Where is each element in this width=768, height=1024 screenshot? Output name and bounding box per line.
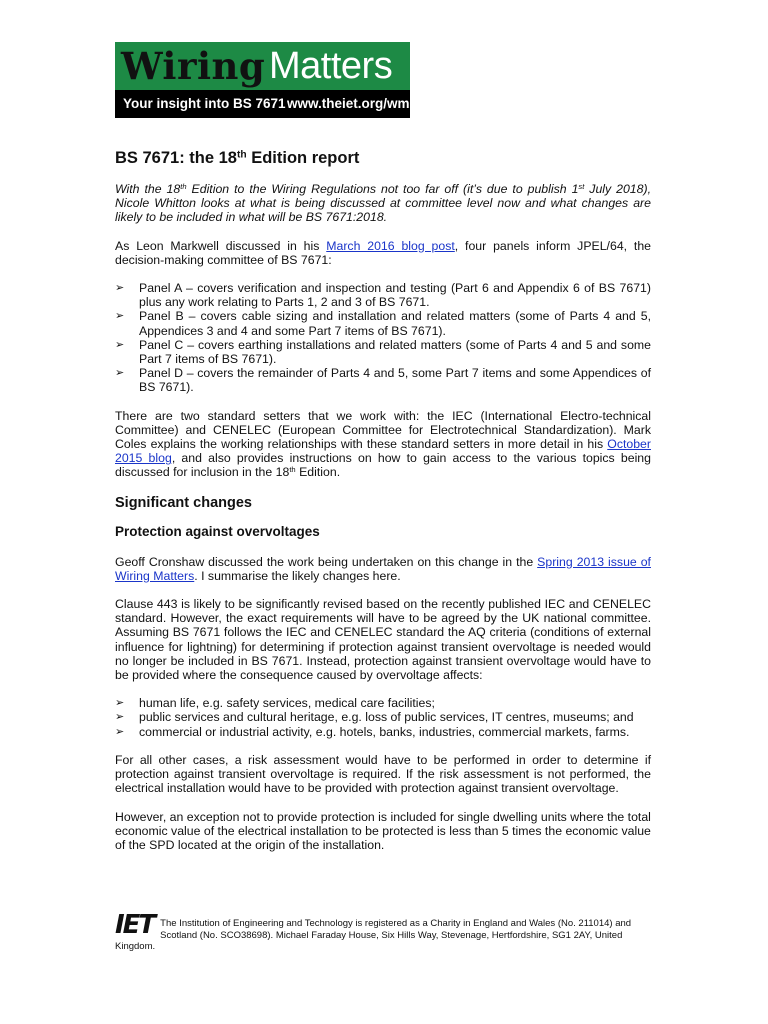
arrowhead-bullet-icon: ➢	[115, 367, 125, 380]
banner-url[interactable]: www.theiet.org/wm	[287, 96, 410, 111]
list-item: ➢ Panel B – covers cable sizing and installation and related matters (some of Parts 4 and 5, Appendices 3 and 4 and some Part 7 items of BS 7671).	[115, 309, 651, 338]
clause-443-paragraph: Clause 443 is likely to be significantly revised based on the recently published IEC and CENELEC standard. However, the exact requirements will have to be agreed by the UK national committee. Assuming BS 7671 follows the IEC and CENELEC standard the AQ criteria (conditions of external influence for lightning) for determining if protection against transient overvoltage is needed would no longer be included in BS 7671. Instead, protection against transient overvoltage would have to be provided where the consequence caused by overvoltage affects:	[115, 597, 651, 683]
footer	[115, 910, 655, 953]
brand-matters: Matters	[269, 45, 393, 87]
spring-2013-issue-link[interactable]: Spring 2013 issue of Wiring Matters	[115, 554, 651, 583]
arrowhead-bullet-icon: ➢	[115, 725, 125, 738]
subsection-heading: Protection against overvoltages	[115, 523, 320, 539]
panels-paragraph: As Leon Markwell discussed in his March 2016 blog post, four panels inform JPEL/64, the decision-making committee of BS 7671:	[115, 238, 652, 267]
consequences-list	[115, 696, 651, 739]
banner-tagline-bar	[115, 90, 410, 118]
list-item: ➢ Panel D – covers the remainder of Parts 4 and 5, some Part 7 items and some Appendices of BS 7671).	[115, 366, 651, 395]
iet-logo: IET	[115, 910, 155, 940]
arrowhead-bullet-icon: ➢	[115, 338, 125, 351]
list-item: ➢ Panel A – covers verification and inspection and testing (Part 6 and Appendix 6 of BS 7671) plus any work relating to Parts 1, 2 and 3 of BS 7671.	[115, 281, 651, 310]
arrowhead-bullet-icon: ➢	[115, 711, 125, 724]
list-item: ➢ human life, e.g. safety services, medical care facilities;	[115, 696, 435, 711]
intro-paragraph: With the 18th Edition to the Wiring Regulations not too far off (it’s due to publish 1st July 2018), Nicole Whitton looks at what is being discussed at committee level now and what changes are likely to be included in what will be BS 7671:2018.	[115, 181, 651, 225]
section-heading: Significant changes	[115, 494, 252, 511]
cronshaw-paragraph: Geoff Cronshaw discussed the work being undertaken on this change in the Spring 2013 issue of Wiring Matters. I summarise the likely changes here.	[115, 554, 651, 583]
list-item: ➢ Panel C – covers earthing installations and related matters (some of Parts 4 and 5 and some Part 7 items of BS 7671).	[115, 337, 651, 367]
standard-setters-paragraph: There are two standard setters that we work with: the IEC (International Electro-technical Committee) and CENELEC (European Committee for Electrotechnical Standardization). Mark Coles explains the working relationships with these standard setters in more detail in his October 2015 blog, and also provides instructions on how to gain access to the various topics being discussed for inclusion in the 18th Edition.	[115, 408, 651, 480]
panels-list	[115, 281, 651, 395]
october-2015-blog-link[interactable]: October 2015 blog	[115, 437, 651, 466]
risk-assessment-paragraph: For all other cases, a risk assessment would have to be performed in order to determine if protection against transient overvoltage is required. If the risk assessment is not performed, the electrical installation would have to be provided with protection against transient overvoltage.	[115, 752, 651, 796]
brand-wiring: Wiring	[121, 44, 266, 88]
arrowhead-bullet-icon: ➢	[115, 282, 125, 295]
exception-paragraph: However, an exception not to provide protection is included for single dwelling units where the total economic value of the electrical installation to be protected is less than 5 times the economic value of the SPD located at the origin of the installation.	[115, 809, 651, 852]
march-2016-blog-link[interactable]: March 2016 blog post	[326, 238, 455, 253]
article-body	[115, 148, 651, 866]
wiring-matters-banner	[115, 42, 410, 118]
list-item: ➢ commercial or industrial activity, e.g. hotels, banks, industries, commercial markets, farms.	[115, 724, 630, 739]
banner-brand-bar	[115, 42, 410, 90]
list-item: ➢ public services and cultural heritage, e.g. loss of public services, IT centres, museums; and	[115, 710, 634, 725]
arrowhead-bullet-icon: ➢	[115, 697, 125, 710]
footer-charity-text: The Institution of Engineering and Technology is registered as a Charity in England and Wales (No. 211014) and Scotland (No. SCO38698). Michael Faraday House, Six Hills Way, Stevenage, Hertfordshire, SG1 2AY, United Kingdom.	[115, 918, 632, 952]
banner-tagline: Your insight into BS 7671	[123, 96, 286, 111]
arrowhead-bullet-icon: ➢	[115, 310, 125, 323]
page-title: BS 7671: the 18th Edition report	[115, 149, 360, 167]
